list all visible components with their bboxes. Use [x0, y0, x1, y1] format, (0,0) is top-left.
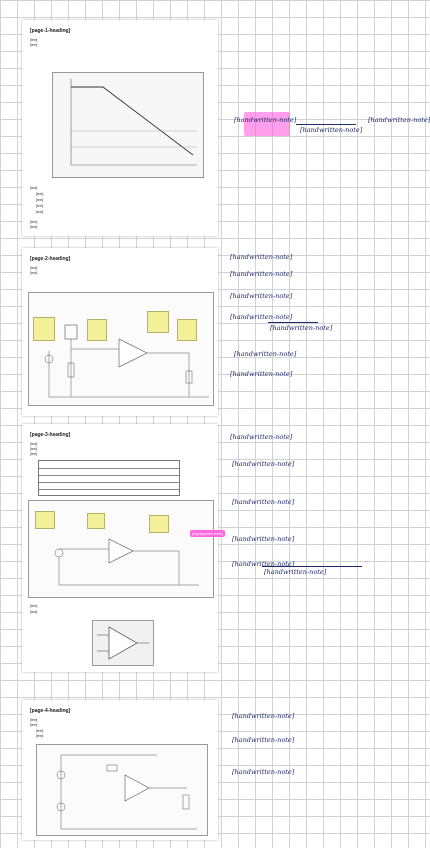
- bode-plot-graphic: [53, 73, 203, 177]
- document-page-4: [22, 700, 218, 840]
- handwritten-note: [handwritten-note]: [232, 498, 295, 506]
- fraction-bar: [268, 322, 318, 323]
- paragraph-line: [text]: [30, 723, 38, 727]
- handwritten-note: [handwritten-note]: [300, 126, 363, 134]
- circuit-wiring: [37, 745, 207, 835]
- paragraph-line: [text]: [30, 271, 38, 275]
- handwritten-note: [handwritten-note]: [230, 433, 293, 441]
- circuit-schematic: [36, 744, 208, 836]
- page-heading: [page-2-heading]: [30, 256, 71, 262]
- document-page-1: [22, 20, 218, 236]
- handwritten-note: [handwritten-note]: [232, 535, 295, 543]
- fraction-bar: [262, 566, 362, 567]
- handwritten-note: [handwritten-note]: [368, 116, 430, 124]
- list-item-line: [text]: [36, 729, 44, 733]
- paragraph-line: [text]: [30, 447, 38, 451]
- document-page-3: [22, 424, 218, 672]
- paragraph-line: [text]: [30, 452, 38, 456]
- handwritten-note: [handwritten-note]: [232, 460, 295, 468]
- handwritten-note: [handwritten-note]: [230, 313, 293, 321]
- paragraph-line: [text]: [30, 718, 38, 722]
- list-item-line: [text]: [36, 734, 44, 738]
- paragraph-line: [text]: [30, 266, 38, 270]
- list-item-line: [text]: [36, 192, 44, 196]
- handwritten-note: [handwritten-note]: [264, 568, 327, 576]
- circuit-schematic: [28, 500, 214, 598]
- handwritten-note: [handwritten-note]: [232, 736, 295, 744]
- paragraph-line: [text]: [30, 38, 38, 42]
- highlighted-note: [highlighted-note]: [192, 531, 223, 536]
- page-heading: [page-1-heading]: [30, 28, 71, 34]
- handwritten-note: [handwritten-note]: [234, 116, 297, 124]
- opamp-diagram: [92, 620, 154, 666]
- paragraph-line: [text]: [30, 43, 38, 47]
- paragraph-line: [text]: [30, 220, 38, 224]
- circuit-wiring: [29, 293, 213, 405]
- opamp-graphic: [93, 621, 153, 665]
- bode-plot-figure: [52, 72, 204, 178]
- handwritten-note: [handwritten-note]: [234, 350, 297, 358]
- list-item-line: [text]: [36, 198, 44, 202]
- handwritten-note: [handwritten-note]: [270, 324, 333, 332]
- paragraph-line: [text]: [30, 610, 38, 614]
- paragraph-line: [text]: [30, 186, 38, 190]
- paragraph-line: [text]: [30, 442, 38, 446]
- handwritten-note: [handwritten-note]: [232, 712, 295, 720]
- handwritten-note: [handwritten-note]: [232, 560, 295, 568]
- page-heading: [page-3-heading]: [30, 432, 71, 438]
- list-item-line: [text]: [36, 210, 44, 214]
- handwritten-note: [handwritten-note]: [232, 768, 295, 776]
- list-item-line: [text]: [36, 204, 44, 208]
- handwritten-note: [handwritten-note]: [230, 370, 293, 378]
- circuit-wiring: [29, 501, 213, 597]
- handwritten-note: [handwritten-note]: [230, 270, 293, 278]
- page-heading: [page-4-heading]: [30, 708, 71, 714]
- document-page-2: [22, 248, 218, 416]
- handwritten-note: [handwritten-note]: [230, 253, 293, 261]
- handwritten-note: [handwritten-note]: [230, 292, 293, 300]
- data-table: [38, 460, 180, 496]
- fraction-bar: [296, 124, 356, 125]
- paragraph-line: [text]: [30, 225, 38, 229]
- circuit-schematic: [28, 292, 214, 406]
- paragraph-line: [text]: [30, 604, 38, 608]
